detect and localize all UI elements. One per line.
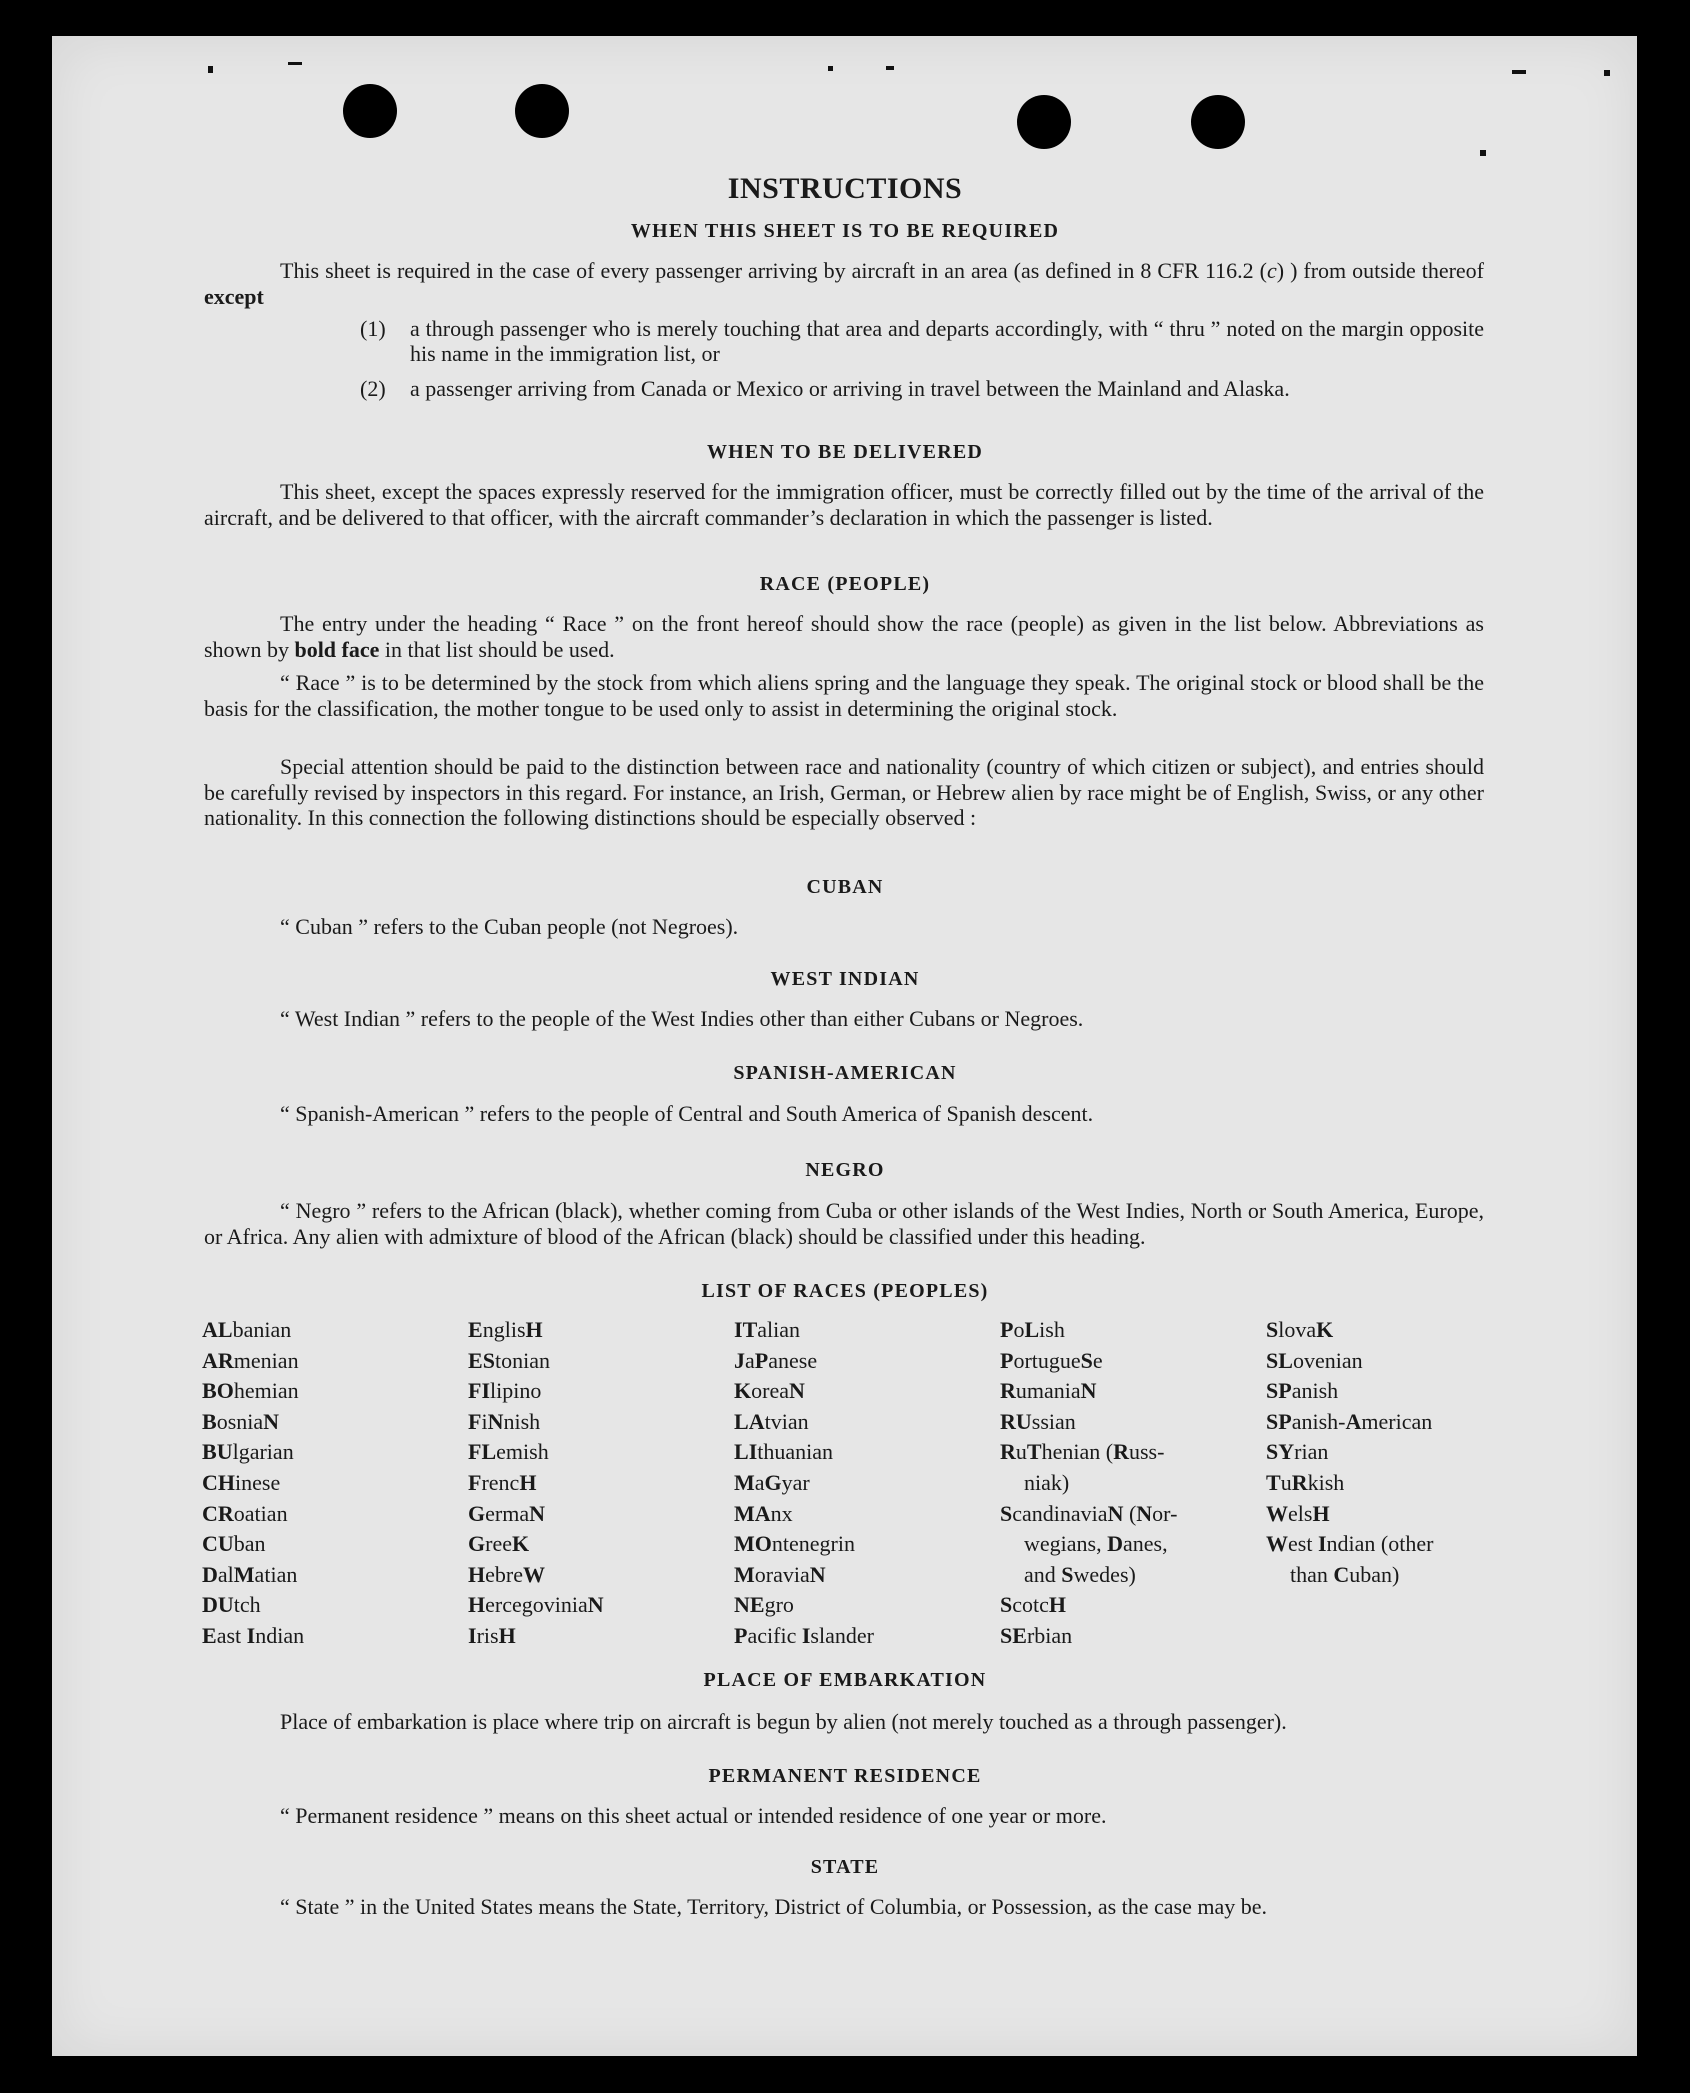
when-delivered-paragraph: This sheet, except the spaces expressly reserved for the immigration officer, must be correctly filled out by the time of the arrival of the aircraft, and be delivered to that officer, with the aircraft commander’s declaration in which the passenger is listed. [204,479,1484,530]
scan-speck [828,66,833,71]
race-entry: MaGyar [734,1469,810,1495]
scan-speck [1480,150,1486,156]
race-entry: NEgro [734,1592,794,1618]
punch-hole [1191,95,1245,149]
cuban-heading: CUBAN [806,876,884,898]
race-entry: TuRkish [1266,1469,1345,1495]
residence-paragraph: “ Permanent residence ” means on this sheet actual or intended residence of one year or more. [280,1803,1107,1828]
race-entry: SLovenian [1266,1347,1363,1373]
race-entry: PoLish [1000,1317,1065,1342]
race-paragraph-3: Special attention should be paid to the distinction between race and nationality (country of which citizen or subject), and entries should be carefully revised by inspectors in this regard. For instance, an Irish, German, or Hebrew alien by race might be of English, Swiss, or any other nationality. In this connection the following distinctions should be especially observed : [204,754,1484,830]
races-column-5 [1266,1315,1502,1652]
race-entry: SErbian [1000,1622,1073,1648]
race-entry: MAnx [734,1500,793,1526]
state-heading: STATE [810,1856,880,1878]
race-entry: FrencH [468,1469,537,1495]
west-indian-heading: WEST INDIAN [770,968,920,990]
race-heading: RACE (PEOPLE) [759,573,931,595]
list-of-races [202,1315,1502,1652]
race-entry: ITalian [734,1317,801,1342]
race-entry: EnglisH [468,1317,543,1342]
race-entry: GermaN [468,1500,545,1526]
race-entry: ScotcH [1000,1592,1067,1618]
residence-heading: PERMANENT RESIDENCE [708,1765,982,1787]
race-entry: MOntenegrin [734,1531,855,1557]
page-title: INSTRUCTIONS [727,172,963,205]
race-entry: KoreaN [734,1378,805,1404]
list-of-races-heading: LIST OF RACES (PEOPLES) [701,1280,989,1302]
embarkation-paragraph: Place of embarkation is place where trip on aircraft is begun by alien (not merely touched as a through passenger). [280,1709,1287,1734]
when-required-paragraph: This sheet is required in the case of every passenger arriving by aircraft in an area (as defined in 8 CFR 116.2 (c) ) from outside thereof except [204,258,1485,309]
race-entry: PortugueSe [1000,1347,1103,1373]
race-entry: West Indian (other [1266,1531,1434,1557]
west-indian-paragraph: “ West Indian ” refers to the people of the West Indies other than either Cubans or Negroes. [280,1006,1084,1031]
race-entry: LIthuanian [734,1439,834,1465]
race-entry: CHinese [202,1469,281,1495]
race-entry: MoraviaN [734,1561,826,1587]
race-entry-continuation: than Cuban) [1290,1561,1400,1587]
race-entry: GreeK [468,1531,530,1557]
spanish-american-paragraph: “ Spanish-American ” refers to the people of Central and South America of Spanish descent. [280,1101,1094,1126]
race-entry: IrisH [468,1622,516,1648]
race-entry: RuThenian (Russ- [1000,1439,1165,1465]
races-column-3 [734,1315,1000,1652]
race-entry: SYrian [1266,1439,1329,1465]
race-entry: CRoatian [202,1500,288,1526]
race-entry: East Indian [202,1622,305,1648]
race-entry: CUban [202,1531,266,1557]
race-entry: WelsH [1266,1500,1330,1526]
race-entry: ScandinaviaN (Nor- [1000,1500,1178,1526]
races-column-2 [468,1315,734,1652]
scan-speck [1512,70,1526,74]
race-entry: SlovaK [1266,1317,1334,1342]
race-entry-continuation: niak) [1024,1469,1070,1495]
race-entry: DalMatian [202,1561,298,1587]
scan-speck [208,66,213,73]
embarkation-heading: PLACE OF EMBARKATION [703,1669,987,1691]
race-entry: HercegoviniaN [468,1592,604,1618]
race-entry: HebreW [468,1561,545,1587]
race-paragraph-2: “ Race ” is to be determined by the stock from which aliens spring and the language they speak. The original stock or blood shall be the basis for the classification, the mother tongue to be used only to assist in determining the original stock. [204,670,1484,721]
scan-speck [886,66,894,70]
negro-paragraph: “ Negro ” refers to the African (black), whether coming from Cuba or other islands of the West Indies, North or South America, Europe, or Africa. Any alien with admixture of blood of the African (black) should be classified under this heading. [204,1198,1484,1249]
punch-hole [515,84,569,138]
when-delivered-heading: WHEN TO BE DELIVERED [706,441,984,463]
race-entry: DUtch [202,1592,261,1618]
punch-hole [1017,95,1071,149]
scan-speck [288,62,302,65]
exception-item-1: (1) a through passenger who is merely touching that area and departs accordingly, with “ thru ” noted on the margin opposite his name in the immigration list, or [360,316,1484,366]
races-column-4 [1000,1315,1266,1652]
race-entry: ALbanian [202,1317,292,1342]
race-entry-continuation: and Swedes) [1024,1561,1136,1587]
race-paragraph-1: The entry under the heading “ Race ” on the front hereof should show the race (people) as given in the list below. Abbreviations as shown by bold face in that list should be used. [204,611,1484,662]
race-entry: BosniaN [202,1408,280,1434]
race-entry: ARmenian [202,1347,299,1373]
race-entry: JaPanese [734,1347,818,1373]
negro-heading: NEGRO [805,1159,885,1181]
race-entry-continuation: wegians, Danes, [1024,1531,1168,1557]
race-entry: SPanish [1266,1378,1339,1404]
race-entry: FiNnish [468,1408,541,1434]
exception-item-2: (2) a passenger arriving from Canada or Mexico or arriving in travel between the Mainland and Alaska. [360,376,1290,401]
race-entry: EStonian [468,1347,550,1373]
race-entry: Pacific Islander [734,1622,874,1648]
race-entry: FIlipino [468,1378,542,1404]
race-entry: LAtvian [734,1408,809,1434]
race-entry: BUlgarian [202,1439,294,1465]
cuban-paragraph: “ Cuban ” refers to the Cuban people (not Negroes). [280,914,739,939]
races-column-1 [202,1315,468,1652]
scan-speck [1604,70,1610,76]
state-paragraph: “ State ” in the United States means the State, Territory, District of Columbia, or Possession, as the case may be. [280,1894,1268,1919]
race-entry: BOhemian [202,1378,299,1404]
race-entry: FLemish [468,1439,549,1465]
punch-hole [343,84,397,138]
race-entry: RumaniaN [1000,1378,1097,1404]
spanish-american-heading: SPANISH-AMERICAN [733,1062,957,1084]
race-entry: RUssian [1000,1408,1076,1434]
when-required-heading: WHEN THIS SHEET IS TO BE REQUIRED [630,220,1060,242]
race-entry: SPanish-American [1266,1408,1433,1434]
